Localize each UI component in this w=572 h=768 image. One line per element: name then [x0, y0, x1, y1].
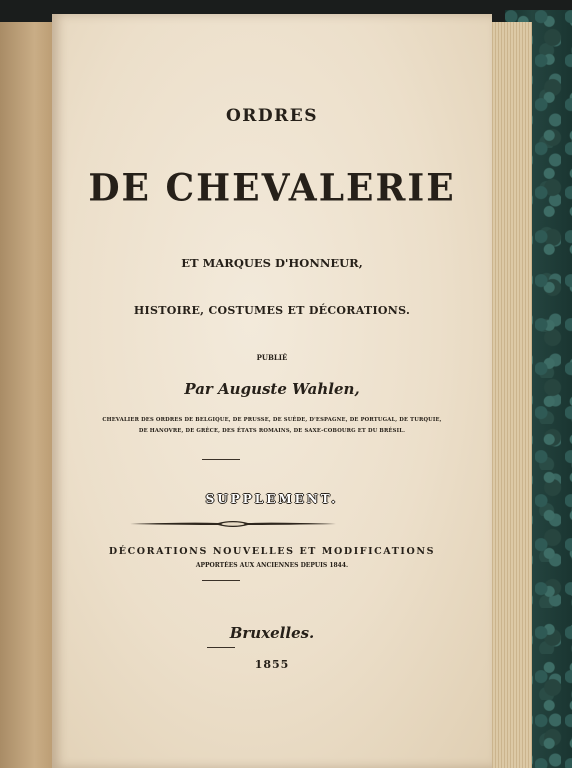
left-page-edge	[0, 22, 58, 768]
ornamental-flourish	[128, 519, 338, 529]
divider-rule-3	[207, 647, 235, 648]
published-label: PUBLIÉ	[256, 353, 288, 362]
divider-rule-2	[202, 580, 240, 581]
title-description: HISTOIRE, COSTUMES ET DÉCORATIONS.	[133, 304, 411, 317]
supplement-heading: SUPPLEMENT.	[205, 492, 339, 506]
subtitle-note: APPORTÉES AUX ANCIENNES DEPUIS 1844.	[195, 562, 349, 569]
title-main: DE CHEVALERIE	[88, 165, 456, 211]
author-credentials-1: CHEVALIER DES ORDRES DE BELGIQUE, DE PRUSSE, DE SUÈDE, D'ESPAGNE, DE PORTUGAL, DE TURQUIE,	[102, 417, 442, 423]
title-page	[52, 14, 492, 768]
divider-rule-1	[202, 459, 240, 460]
title-line-ordres: ORDRES	[225, 106, 319, 126]
title-subline: ET MARQUES D'HONNEUR,	[181, 256, 363, 270]
publication-year: 1855	[254, 658, 290, 671]
author-credentials-2: DE HANOVRE, DE GRÈCE, DES ÉTATS ROMAINS, DE SAXE-COBOURG ET DU BRÉSIL.	[138, 428, 406, 434]
subtitle-decorations: DÉCORATIONS NOUVELLES ET MODIFICATIONS	[108, 546, 436, 557]
place-of-publication: Bruxelles.	[229, 624, 315, 642]
author-name: Par Auguste Wahlen,	[184, 380, 360, 398]
